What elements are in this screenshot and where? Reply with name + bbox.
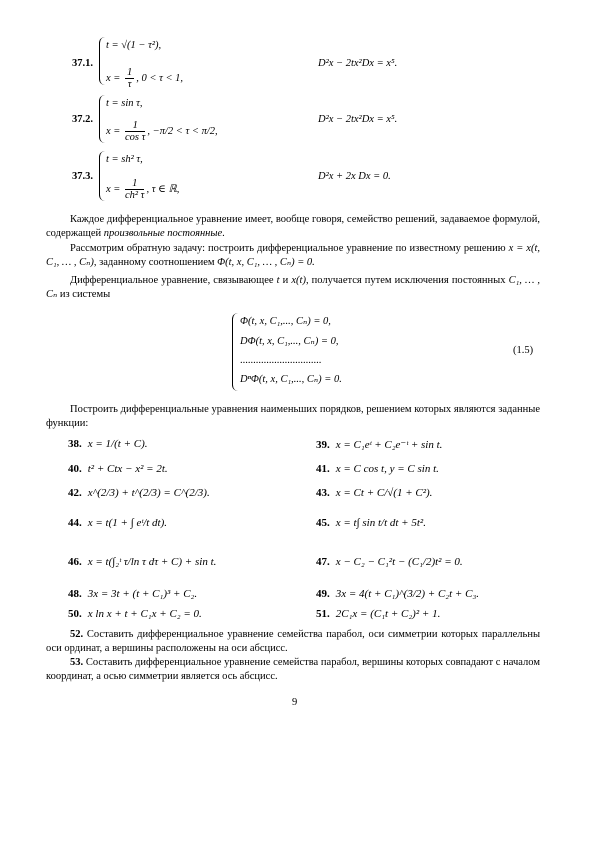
- differential-equation: D²x − 2tx²Dx = x⁵.: [318, 114, 398, 125]
- system-label: 37.1.: [72, 58, 93, 69]
- system-brace: [99, 37, 105, 85]
- system-line: t = sh² τ,: [106, 154, 143, 165]
- exercise-item: 42. x^(2/3) + t^(2/3) = C^(2/3).: [68, 487, 210, 499]
- system-line: x = $\frac{1}{\text{ch² τ}}$ , τ ∈ ℝ,: [106, 178, 180, 201]
- problem-item: 53. Составить дифференциальное уравнение семейства парабол, вершины которых совпадают с началом координат, а осью симметрии является ось абсцисс.: [46, 657, 540, 682]
- exercise-item: 44. x = t(1 + ∫ eᵗ/t dt).: [68, 517, 168, 529]
- page-number: 9: [292, 697, 298, 708]
- system-line: t = √(1 − τ²),: [106, 40, 162, 51]
- paragraph: Построить дифференциальные уравнения наименьших порядков, решением которых являются заданные функции:: [46, 404, 540, 429]
- system-line: DΦ(t, x, C₁,..., Cₙ) = 0,: [240, 336, 339, 347]
- exercise-item: 48. 3x = 3t + (t + C₁)³ + C₂.: [68, 588, 198, 600]
- system-label: 37.3.: [72, 171, 93, 182]
- system-brace: [99, 151, 105, 201]
- system-line: t = sin τ,: [106, 98, 143, 109]
- exercise-item: 43. x = Ct + C/√(1 + C²).: [316, 487, 433, 499]
- exercise-item: 51. 2C₁x = (C₁t + C₂)² + 1.: [316, 608, 441, 620]
- exercise-item: 45. x = t∫ sin t/t dt + 5t².: [316, 517, 426, 529]
- exercise-item: 38. x = 1/(t + C).: [68, 438, 148, 450]
- paragraph: Каждое дифференциальное уравнение имеет, вообще говоря, семейство решений, задаваемое формулой, содержащей произвольные постоянные.: [46, 214, 540, 239]
- exercise-item: 41. x = C cos t, y = C sin t.: [316, 463, 439, 475]
- system-label: 37.2.: [72, 114, 93, 125]
- system-line: x = $\frac{1}{\text{cos τ}}$ , −π/2 < τ < π/2,: [106, 120, 218, 143]
- system-brace: [232, 313, 238, 391]
- system-line: ...............................: [240, 355, 322, 366]
- system-brace: [99, 95, 105, 143]
- differential-equation: D²x + 2x Dx = 0.: [318, 171, 391, 182]
- paragraph: Рассмотрим обратную задачу: построить дифференциальное уравнение по известному решению x = x(t, C₁, … , Cₙ), заданному соотношением Φ(t, x, C₁, … , Cₙ) = 0.: [46, 243, 540, 268]
- differential-equation: D²x − 2tx²Dx = x⁵.: [318, 58, 398, 69]
- exercise-item: 39. x = C₁eᵗ + C₂e⁻ᵗ + sin t.: [316, 439, 443, 451]
- exercise-item: 40. t² + Ctx − x² = 2t.: [68, 463, 168, 475]
- exercise-item: 47. x − C₂ − C₁²t − (C₁/2)t² = 0.: [316, 556, 463, 568]
- paragraph: Дифференциальное уравнение, связывающее t и x(t), получается путем исключения постоянных C₁, … , Cₙ из системы: [46, 275, 541, 300]
- exercise-item: 46. x = t(∫₂ᵗ τ/ln τ dτ + C) + sin t.: [68, 556, 217, 568]
- exercise-item: 49. 3x = 4(t + C₁)^(3/2) + C₂t + C₃.: [316, 588, 480, 600]
- system-line: DⁿΦ(t, x, C₁,..., Cₙ) = 0.: [240, 374, 342, 385]
- problem-item: 52. Составить дифференциальное уравнение семейства парабол, оси симметрии которых параллельны оси ординат, а вершины расположены на оси абсцисс.: [46, 629, 541, 654]
- equation-number: (1.5): [513, 345, 534, 356]
- system-line: x = $\frac{1}{\tau}$ , 0 < τ < 1,: [106, 67, 184, 90]
- system-line: Φ(t, x, C₁,..., Cₙ) = 0,: [240, 316, 331, 327]
- exercise-item: 50. x ln x + t + C₁x + C₂ = 0.: [68, 608, 202, 620]
